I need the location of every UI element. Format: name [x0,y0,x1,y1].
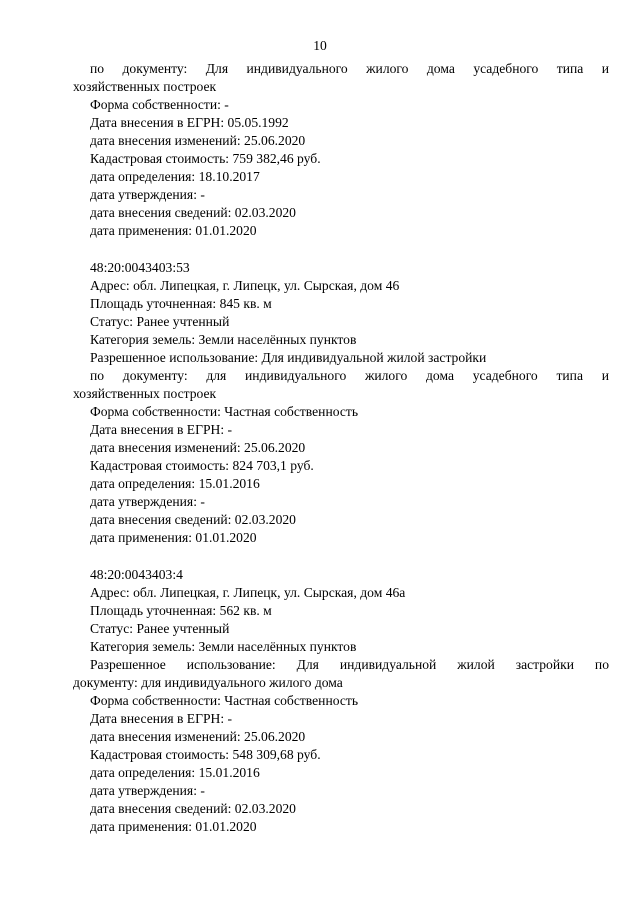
intro-determination-date: дата определения: 18.10.2017 [90,169,260,184]
parcel-ownership: Форма собственности: Частная собственность [90,404,359,419]
parcel-permitted-use-line2: по документу: для индивидуального жилого дома усадебного типа и [90,368,609,383]
parcel-info-date: дата внесения сведений: 02.03.2020 [90,801,296,816]
parcel-permitted-use-line2: документу: для индивидуального жилого дома [73,675,343,690]
parcel-category: Категория земель: Земли населённых пунктов [90,332,357,347]
parcel-record [73,566,609,836]
parcel-egrn-date: Дата внесения в ЕГРН: - [90,422,233,437]
intro-cadastral-value: Кадастровая стоимость: 759 382,46 руб. [90,151,321,166]
parcel-application-date: дата применения: 01.01.2020 [90,530,257,545]
parcel-permitted-use-line3: хозяйственных построек [73,386,217,401]
parcel-cadastral-value: Кадастровая стоимость: 824 703,1 руб. [90,458,314,473]
document-body [73,60,609,836]
intro-ownership: Форма собственности: - [90,97,229,112]
parcel-category: Категория земель: Земли населённых пунктов [90,639,357,654]
parcel-egrn-date: Дата внесения в ЕГРН: - [90,711,233,726]
parcel-cadastral-value: Кадастровая стоимость: 548 309,68 руб. [90,747,321,762]
intro-approval-date: дата утверждения: - [90,187,205,202]
parcel-determination-date: дата определения: 15.01.2016 [90,765,260,780]
parcel-info-date: дата внесения сведений: 02.03.2020 [90,512,296,527]
parcel-change-date: дата внесения изменений: 25.06.2020 [90,729,306,744]
parcel-number: 48:20:0043403:53 [90,260,190,275]
section-gap [90,547,609,566]
intro-block [73,60,609,240]
section-gap [90,240,609,259]
intro-change-date: дата внесения изменений: 25.06.2020 [90,133,306,148]
intro-application-date: дата применения: 01.01.2020 [90,223,257,238]
parcel-area: Площадь уточненная: 562 кв. м [90,603,272,618]
parcel-change-date: дата внесения изменений: 25.06.2020 [90,440,306,455]
intro-continuation-line1: по документу: Для индивидуального жилого дома усадебного типа и [90,61,609,76]
parcel-approval-date: дата утверждения: - [90,783,205,798]
parcel-permitted-use-line1: Разрешенное использование: Для индивидуальной жилой застройки по [90,657,609,672]
parcel-address: Адрес: обл. Липецкая, г. Липецк, ул. Сырская, дом 46а [90,585,406,600]
parcel-number: 48:20:0043403:4 [90,567,183,582]
intro-egrn-date: Дата внесения в ЕГРН: 05.05.1992 [90,115,289,130]
intro-info-date: дата внесения сведений: 02.03.2020 [90,205,296,220]
parcel-permitted-use-line1: Разрешенное использование: Для индивидуальной жилой застройки [90,350,487,365]
parcel-application-date: дата применения: 01.01.2020 [90,819,257,834]
parcel-status: Статус: Ранее учтенный [90,621,230,636]
parcel-ownership: Форма собственности: Частная собственность [90,693,359,708]
parcel-status: Статус: Ранее учтенный [90,314,230,329]
parcel-record [73,259,609,547]
parcel-determination-date: дата определения: 15.01.2016 [90,476,260,491]
page-number: 10 [313,38,327,53]
parcel-address: Адрес: обл. Липецкая, г. Липецк, ул. Сырская, дом 46 [90,278,400,293]
parcel-approval-date: дата утверждения: - [90,494,205,509]
intro-continuation-line2: хозяйственных построек [73,79,217,94]
parcel-area: Площадь уточненная: 845 кв. м [90,296,272,311]
